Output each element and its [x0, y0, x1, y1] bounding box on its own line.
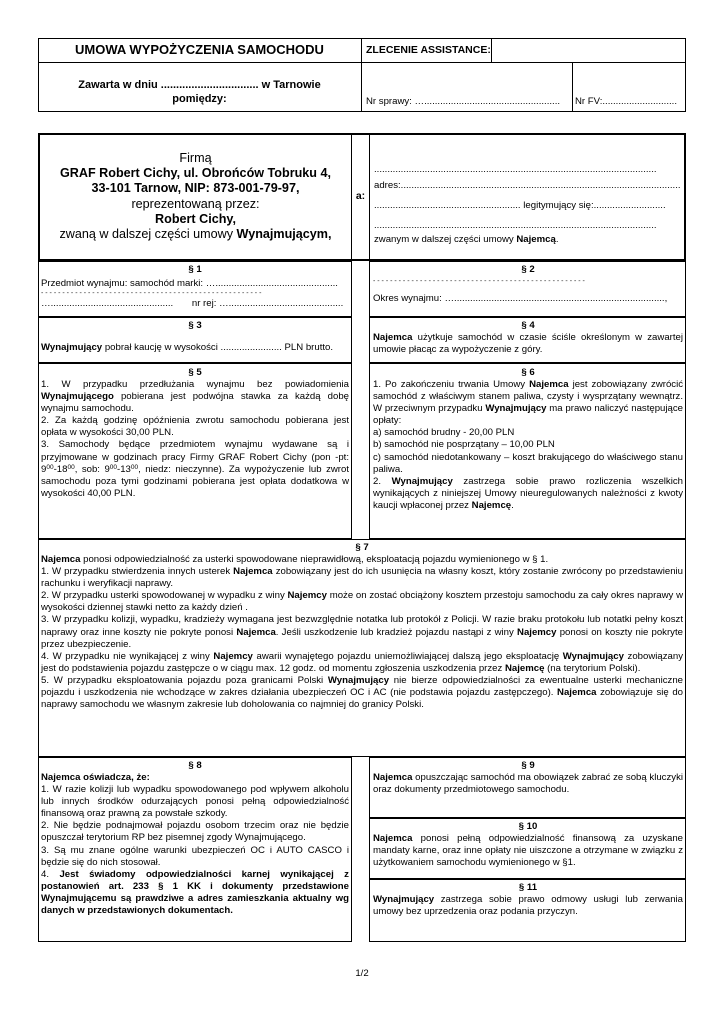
section-7-p3: 3. W przypadku kolizji, wypadku, kradzieży wymagana jest bezwzględnie notatka lub protokół z Policji. W razie braku protokołu lub notatki pełny koszt naprawy oraz inne koszty nie pokryte ponosi Najemca. Jeśli uszkodzenie lub kradzież pojazdu nastąpi z winy Najemcy ponosi on koszty nie pokryte przez ubezpieczenie. [41, 614, 683, 650]
lessee-address-field[interactable]: adres:......................................................................................................... [374, 180, 681, 191]
section-9-text: Najemca opuszczając samochód ma obowiązek zabrać ze sobą kluczyki oraz dokumenty przedmiotowego samochodu. [373, 772, 683, 796]
lessor-represented: reprezentowaną przez: [131, 196, 260, 211]
lessee-name-field[interactable]: .......................................................................................................... [374, 164, 657, 175]
section-6-p2: 2. Wynajmujący zastrzega sobie prawo rozliczenia wszelkich wynikających z niniejszej Umowy nieuregulowanych należności z kwoty kaucji wpłaconej przez Najemcę. [373, 475, 683, 511]
page-number: 1/2 [355, 968, 369, 979]
section-8-title: § 8 [188, 760, 202, 771]
section-7-intro: Najemca ponosi odpowiedzialność za usterki spowodowane nieprawidłową, eksploatacją pojazdu wymienionego w § 1. [41, 554, 549, 566]
section-1-registration[interactable]: ….............................................. nr rej: …........................................... [41, 298, 344, 310]
section-7-p5: 5. W przypadku eksploatowania pojazdu poza granicami Polski Wynajmujący nie bierze odpowiedzialności za ewentualne usterki mechaniczne pojazdu i uszkodzenia nie wchodzące w zakres działania ubezpieczeń OC i AC (nie podstawia pojazdu zastępczego). Najemca zobowiązuje się do naprawy samochodu we własnym zakresie lub doholowania co najmniej do granicy Polski. [41, 674, 683, 711]
section-10 [373, 821, 683, 869]
section-8-p4: 4. Jest świadomy odpowiedzialności karnej wynikającej z postanowień art. 233 § 1 KK i dokumenty przedstawione Wynajmującemu są prawdziwe a adres zamieszkania aktualny wg danych w przedstawionych dokumentach. [41, 868, 349, 916]
section-5-p2: 2. Za każdą godzinę opóźnienia zwrotu samochodu pobierana jest opłata w wysokości 30,00 PLN. [41, 415, 349, 439]
and-conjunction: a: [355, 190, 366, 202]
section-8-p1: 1. W razie kolizji lub wypadku spowodowanego pod wpływem alkoholu lub innych środków odurzających ponosi pełną odpowiedzialność finansową oraz prawną za powstałe szkody. [41, 784, 349, 820]
section-8-p2: 2. Nie będzie podnajmował pojazdu osobom trzecim oraz nie będzie opuszczał terytorium RP bez pisemnej zgody Wynajmującego. [41, 820, 349, 844]
section-3-title: § 3 [188, 320, 202, 331]
lessee-id-field[interactable]: ....................................................... legitymujący się:........................... [374, 200, 666, 211]
lessor-called: zwaną w dalszej części umowy Wynajmującym, [59, 227, 332, 242]
section-1-vehicle-make[interactable]: Przedmiot wynajmu: samochód marki: ….............................................. [41, 278, 338, 290]
section-4-title: § 4 [521, 320, 535, 331]
parties-vline-2 [369, 133, 370, 261]
section-2-title: § 2 [521, 264, 535, 275]
section-6-fee-b: b) samochód nie posprzątany – 10,00 PLN [373, 439, 555, 451]
invoice-number-field[interactable]: Nr FV:............................ [575, 96, 677, 107]
section-6-p1: 1. Po zakończeniu trwania Umowy Najemca jest zobowiązany zwrócić samochód z właściwym stanem paliwa, czysty i wysprzątany wewnątrz. W przeciwnym przypadku Wynajmujący ma prawo naliczyć następujące opłaty: [373, 379, 683, 427]
concluded-between: pomiędzy: [172, 93, 227, 105]
concluded-date[interactable]: Zawarta w dniu ................................ w Tarnowie [78, 79, 321, 91]
header-hline [38, 62, 686, 63]
section-4-text: Najemca użytkuje samochód w czasie ściśle określonym w zawartej umowie płacąc za wypożyczenie z góry. [373, 332, 683, 356]
section-8-intro: Najemca oświadcza, że: [41, 772, 150, 784]
section-7 [41, 542, 683, 711]
section-5-title: § 5 [188, 367, 202, 378]
section-8-p3: 3. Są mu znane ogólne warunki ubezpieczeń OC i AUTO CASCO i będzie się do nich stosował. [41, 844, 349, 868]
case-number-field[interactable]: Nr sprawy: …................................................... [366, 96, 561, 107]
section-11-text: Wynajmujący zastrzega sobie prawo odmowy usługi lub zerwania umowy bez uprzedzenia oraz podania przyczyn. [373, 894, 683, 918]
section-6 [373, 367, 683, 512]
lessor-person: Robert Cichy, [155, 211, 236, 226]
section-3-deposit[interactable]: Wynajmujący pobrał kaucję w wysokości ....................... PLN brutto. [41, 342, 334, 354]
header-vline-3 [572, 62, 573, 112]
section-8 [41, 760, 349, 917]
section-5-p3: 3. Samochody będące przedmiotem wynajmu wydawane są i przyjmowane w godzinach pracy Firmy GRAF Robert Cichy (pon -pt: $9^{00}-18^{00}$, sob: $9^{00}-13^{00}$, niedz: nieczynne). Za wypożyczenie lub zwrot samochodu poza tymi godzinami pobierana jest opłata dodatkowa w wysokości 40,00 PLN. [41, 439, 349, 499]
section-7-p1: 1. W przypadku stwierdzenia innych usterek Najemca zobowiązany jest do ich usunięcia na własny koszt, który zostanie zwrócony po przedstawieniu rachunku i weryfikacji naprawy. [41, 566, 683, 590]
lessee-block [374, 160, 684, 250]
section-9-title: § 9 [521, 760, 535, 771]
section-7-p2: 2. W przypadku usterki spowodowanej w wypadku z winy Najemcy może on zostać obciążony kosztem przestoju samochodu za cały okres naprawy w wysokości dziennej stawki netto za każdy dzień . [41, 590, 683, 614]
lessor-label: Firmą [179, 151, 212, 165]
section-3 [41, 320, 349, 354]
section-1 [41, 264, 349, 310]
lessee-called: zwanym w dalszej części umowy Najemcą. [374, 234, 559, 245]
lessee-extra-field[interactable]: .......................................................................................................... [374, 220, 657, 231]
lessor-line1: GRAF Robert Cichy, ul. Obrońców Tobruku 4, [59, 166, 331, 181]
section-6-fee-c: c) samochód niedotankowany – koszt brakującego do właściwego stanu paliwa. [373, 451, 683, 475]
section-9 [373, 760, 683, 796]
header-vline-1 [361, 38, 362, 112]
section-2 [373, 264, 683, 305]
section-11 [373, 882, 683, 918]
section-10-text: Najemca ponosi pełną odpowiedzialność finansową za uzyskane mandaty karne, oraz inne opłaty nie uiszczone a otrzymane w związku z użytkowaniem samochodu wymienionego w §1. [373, 833, 683, 869]
lessor-block [40, 151, 351, 242]
assistance-label: ZLECENIE ASSISTANCE: [366, 44, 491, 56]
concluded-line [38, 78, 361, 106]
section-7-p4: 4. W przypadku nie wynikającej z winy Najemcy awarii wynajętego pojazdu uniemożliwiającej dalszą jego eksploatację Wynajmujący zobowiązany jest do podstawienia pojazdu zastępcze o w ciągu max. 12 godz. od momentu zgłoszenia uszkodzenia przez Najemcę (na terytorium Polski). [41, 650, 683, 674]
section-4 [373, 320, 683, 356]
contract-title: UMOWA WYPOŻYCZENIA SAMOCHODU [75, 42, 324, 57]
section-1-separator: - - - - - - - - - - - - - - - - - - - - - - - - - - - - - - - - - - - - - - - - - - - - - - - - - - - - [41, 290, 262, 298]
section-1-title: § 1 [188, 264, 202, 275]
section-2-separator: - - - - - - - - - - - - - - - - - - - - - - - - - - - - - - - - - - - - - - - - - - - - - - - - - - [373, 278, 585, 286]
lessor-line2: 33-101 Tarnow, NIP: 873-001-79-97, [91, 181, 300, 196]
section-5-p1: 1. W przypadku przedłużania wynajmu bez powiadomienia Wynajmującego pobierana jest podwójna stawka za każdą dobę wynajmu samochodu. [41, 379, 349, 415]
section-7-title: § 7 [355, 542, 369, 553]
section-6-fee-a: a) samochód brudny - 20,00 PLN [373, 427, 515, 439]
section-2-rental-period[interactable]: Okres wynajmu: …..............................................................................., [373, 293, 668, 305]
assistance-value[interactable] [492, 39, 685, 62]
section-11-title: § 11 [518, 882, 538, 893]
section-6-title: § 6 [521, 367, 535, 378]
section-5 [41, 367, 349, 500]
section-10-title: § 10 [518, 821, 538, 832]
